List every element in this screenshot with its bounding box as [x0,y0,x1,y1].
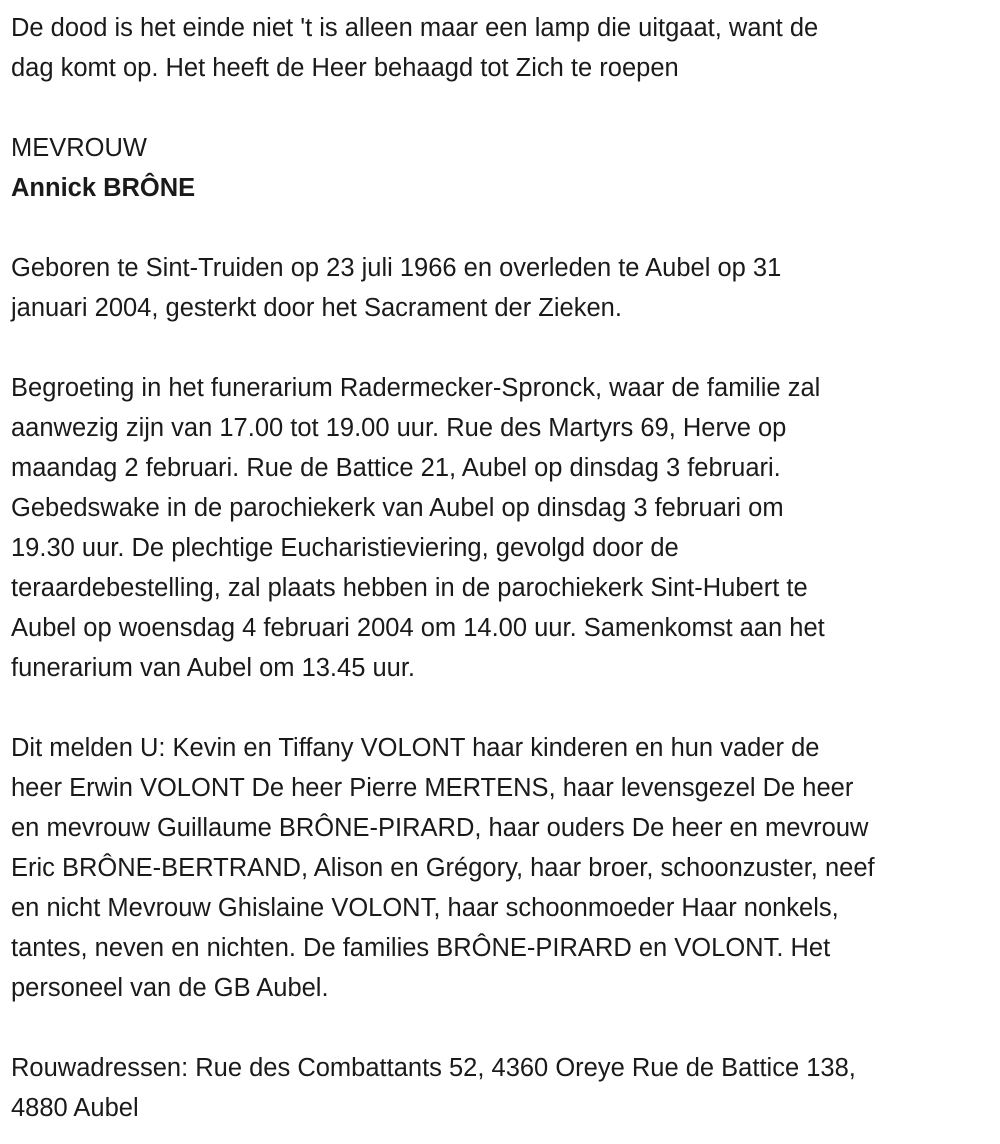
intro-paragraph [11,8,875,88]
text-line: De dood is het einde niet 't is alleen maar een lamp die uitgaat, want de [11,14,819,42]
addresses-paragraph [11,1048,875,1128]
text-line: Gebedswake in de parochiekerk van Aubel op dinsdag 3 februari om [11,494,784,522]
text-line: Dit melden U: Kevin en Tiffany VOLONT haar kinderen en hun vader de [11,734,820,762]
deceased-name: Annick BRÔNE [11,174,196,202]
text-line: Geboren te Sint-Truiden op 23 juli 1966 en overleden te Aubel op 31 [11,254,782,282]
text-line: personeel van de GB Aubel. [11,974,329,1002]
text-line: dag komt op. Het heeft de Heer behaagd tot Zich te roepen [11,54,679,82]
text-line: Rouwadressen: Rue des Combattants 52, 4360 Oreye Rue de Battice 138, [11,1054,856,1082]
ceremony-paragraph [11,368,875,688]
birth-paragraph [11,248,875,328]
text-line: funerarium van Aubel om 13.45 uur. [11,654,416,682]
text-line: Aubel op woensdag 4 februari 2004 om 14.00 uur. Samenkomst aan het [11,614,825,642]
text-line: 4880 Aubel [11,1094,139,1122]
text-line: teraardebestelling, zal plaats hebben in de parochiekerk Sint-Hubert te [11,574,808,602]
text-line: Begroeting in het funerarium Radermecker-Spronck, waar de familie zal [11,374,821,402]
text-line: tantes, neven en nichten. De families BRÔNE-PIRARD en VOLONT. Het [11,934,831,962]
text-line: 19.30 uur. De plechtige Eucharistieviering, gevolgd door de [11,534,679,562]
text-line: aanwezig zijn van 17.00 tot 19.00 uur. Rue des Martyrs 69, Herve op [11,414,787,442]
family-paragraph [11,728,875,1008]
text-line: en mevrouw Guillaume BRÔNE-PIRARD, haar ouders De heer en mevrouw [11,814,869,842]
obituary-document [11,8,875,1128]
text-line: maandag 2 februari. Rue de Battice 21, Aubel op dinsdag 3 februari. [11,454,781,482]
text-line: heer Erwin VOLONT De heer Pierre MERTENS, haar levensgezel De heer [11,774,854,802]
text-line: Eric BRÔNE-BERTRAND, Alison en Grégory, haar broer, schoonzuster, neef [11,854,875,882]
text-line: januari 2004, gesterkt door het Sacrament der Zieken. [11,294,622,322]
deceased-title: MEVROUW [11,134,147,162]
text-line: en nicht Mevrouw Ghislaine VOLONT, haar schoonmoeder Haar nonkels, [11,894,839,922]
